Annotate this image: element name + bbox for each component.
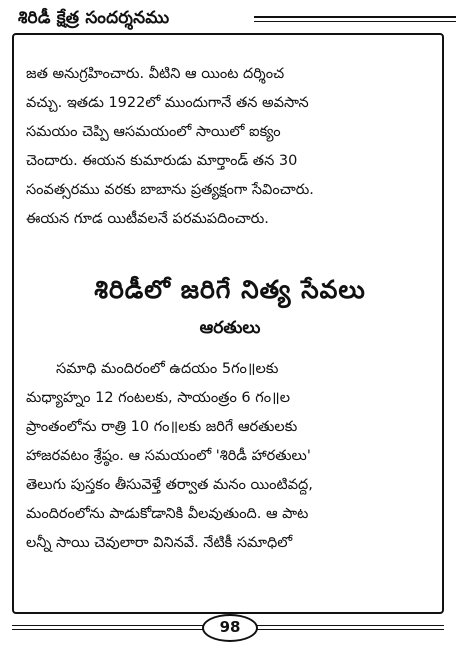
- text-line: వచ్చు. ఇతడు 1922లో ముందుగానే తన అవసాన: [26, 95, 309, 111]
- running-header: [4, 6, 456, 32]
- text-line: సమయం చెప్పి ఆసమయంలో సాయిలో ఐక్యం: [26, 124, 281, 140]
- text-line: మధ్యాహ్నం 12 గంటలకు, సాయంత్రం 6 గం॥ల: [26, 390, 291, 406]
- text-line: ప్రాంతంలోను రాత్రి 10 గం॥లకు జరిగే ఆరతులకు: [26, 419, 298, 435]
- text-line: లన్నీ సాయి చెవులారా వినినవే. నేటికీ సమాధిలో: [26, 535, 293, 551]
- header-rule: [254, 16, 456, 18]
- text-line: హాజరవటం శ్రేష్ఠం. ఆ సమయంలో 'శిరిడీ హారతులు': [26, 448, 311, 464]
- text-line: సమాధి మందిరంలో ఉదయం 5గం॥లకు: [56, 361, 279, 377]
- text-line: సంవత్సరము వరకు బాబాను ప్రత్యక్షంగా సేవించారు.: [26, 182, 314, 198]
- text-line: తెలుగు పుస్తకం తీసువెళ్తే తర్వాత మనం యింటివద్ద,: [26, 477, 313, 493]
- page-number: 98: [202, 614, 258, 642]
- text-line: ఈయన గూడ యిటీవలనే పరమపదించారు.: [26, 211, 269, 227]
- text-line: మందిరంలోను పాడుకోడానికి వీలవుతుంది. ఆ పాట: [26, 506, 309, 522]
- header-rule-thin: [254, 21, 456, 22]
- section-heading: శిరిడీలో జరిగే నిత్య సేవలు: [94, 275, 366, 304]
- section-subheading: ఆరతులు: [199, 318, 261, 338]
- text-line: చెందారు. ఈయన కుమారుడు మార్తాండ్ తన 30: [26, 153, 298, 169]
- header-title: శిరిడీ క్షేత్ర సందర్శనము: [18, 8, 170, 28]
- paragraph-1: [26, 60, 436, 234]
- text-line: జత అనుగ్రహించారు. వీటిని ఆ యింట దర్శించ: [26, 66, 285, 82]
- paragraph-2: [26, 355, 436, 558]
